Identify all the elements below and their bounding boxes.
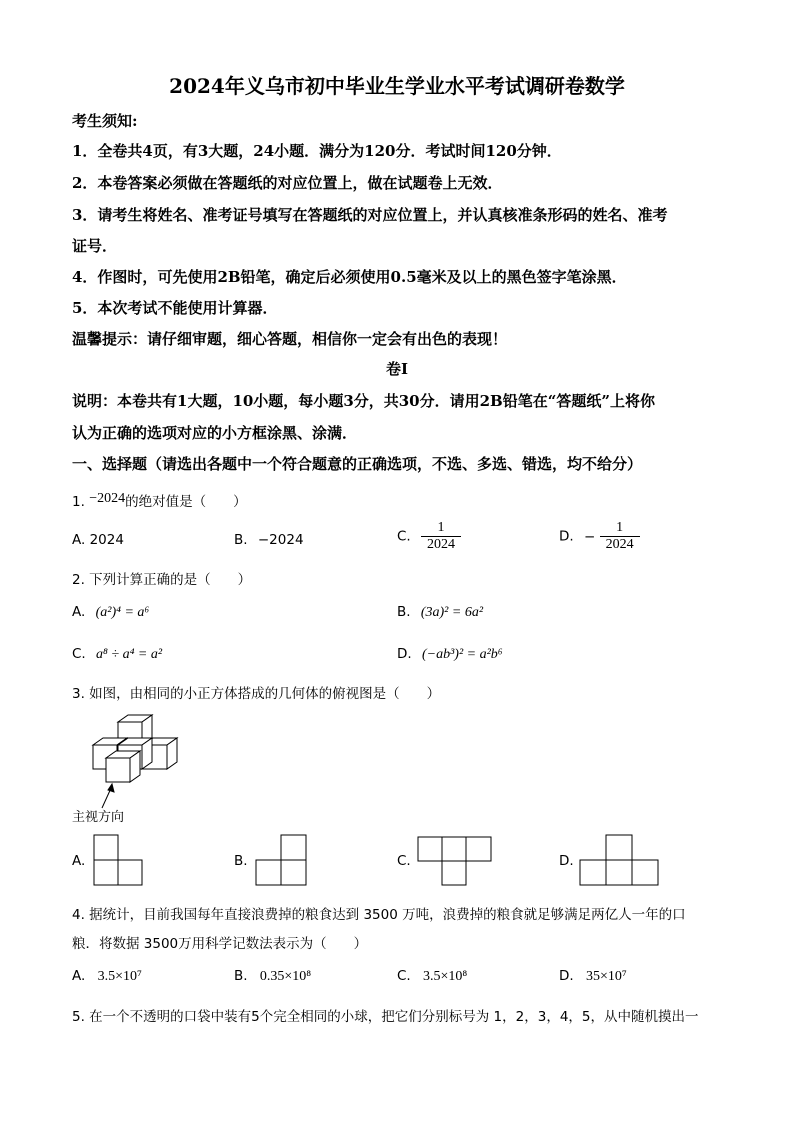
notice-item-1: 1．全卷共4页，有3大题，24小题．满分为120分．考试时间120分钟． [72,142,562,160]
q1-option-b-value: −2024 [257,532,304,548]
q4-option-b-value: 0.35×10⁸ [259,969,312,984]
section-label: 卷Ⅰ [385,360,409,378]
notice-item-5: 5．本次考试不能使用计算器． [72,299,278,317]
q1-d-numerator: 1 [616,520,624,535]
q2-option-d-letter: D. [397,646,412,662]
q1-expr: −2024 [89,491,126,506]
q3-option-c-letter[interactable]: C. [397,853,411,869]
q2-option-c-value: a⁸ ÷ a⁴ = a² [96,647,163,662]
q4-option-d[interactable] [559,968,627,985]
part1-heading: 一、选择题（请选出各题中一个符合题意的正确选项，不选、多选、错选，均不给分） [72,455,643,473]
q4-option-a-value: 3.5×10⁷ [97,969,142,984]
q2-option-b[interactable] [397,604,483,621]
q4-option-c-letter: C. [397,968,411,984]
q3-option-b-figure[interactable] [255,834,307,886]
q3-option-a-letter[interactable]: A. [72,853,86,869]
q1-d-denominator: 2024 [600,536,640,553]
notice-item-3-cont: 证号． [72,237,118,255]
cube-front-face [106,758,130,782]
q4-option-a[interactable] [72,968,142,985]
q2-option-c[interactable] [72,646,162,663]
q4-option-b[interactable] [234,968,311,985]
q2-option-a-letter: A. [72,604,86,620]
q2-option-b-value: (3a)² = 6a² [420,605,484,620]
q2-option-d-value: (−ab³)² = a²b⁶ [421,647,503,662]
q1-option-a[interactable]: A. 2024 [72,532,124,548]
q4-option-d-letter: D. [559,968,574,984]
q1-option-c-fraction [421,520,461,553]
q4-option-b-letter: B. [234,968,248,984]
section-desc-2: 认为正确的选项对应的小方框涂黑、涂满． [72,424,358,442]
q1-option-d[interactable] [559,520,640,553]
q2-option-c-letter: C. [72,646,86,662]
q5-stem-line-1: 5. 在一个不透明的口袋中装有5个完全相同的小球，把它们分别标号为 1，2，3，4，5，从中随机摸出一 [72,1009,699,1025]
q1-option-c[interactable] [397,520,461,553]
q2-option-d[interactable] [397,646,503,663]
q3-option-a-figure[interactable] [93,834,143,886]
notice-item-4: 4．作图时，可先使用2B铅笔，确定后必须使用0.5毫米及以上的黑色签字笔涂黑． [72,268,627,286]
q4-option-c[interactable] [397,968,467,985]
q1-option-d-fraction [600,520,640,553]
q1-option-d-letter: D. [559,528,574,545]
q2-stem: 2. 下列计算正确的是（ ） [72,572,252,588]
q3-stem: 3. 如图，由相同的小正方体搭成的几何体的俯视图是（ ） [72,686,441,702]
q2-option-a-value: (a²)⁴ = a⁶ [95,605,150,620]
q1-option-c-letter: C. [397,528,411,545]
section-desc-1: 说明：本卷共有1大题，10小题，每小题3分，共30分．请用2B铅笔在“答题纸”上将你 [72,392,655,410]
q3-direction-label: 主视方向 [72,810,125,825]
q1-stem [72,490,247,511]
q1-number: 1. [72,494,85,510]
q1-c-denominator: 2024 [421,536,461,553]
notice-heading: 考生须知: [72,112,138,130]
q2-option-a[interactable] [72,604,149,621]
q1-c-numerator: 1 [437,520,445,535]
arrow-head-icon [108,784,114,792]
q3-option-b-letter[interactable]: B. [234,853,248,869]
q3-option-d-letter[interactable]: D. [559,853,574,869]
q3-option-c-figure[interactable] [417,836,493,886]
q2-option-b-letter: B. [397,604,411,620]
notice-tip: 温馨提示：请仔细审题，细心答题，相信你一定会有出色的表现！ [72,330,508,348]
q3-solid-figure [88,712,188,812]
q4-option-a-letter: A. [72,968,86,984]
q1-option-b[interactable] [234,532,304,548]
q4-option-c-value: 3.5×10⁸ [423,969,468,984]
q4-stem-line-1: 4. 据统计，目前我国每年直接浪费掉的粮食达到 3500 万吨，浪费掉的粮食就足够满足两亿人一年的口 [72,907,686,923]
q1-text: 的绝对值是（ ） [125,494,247,510]
q4-option-d-value: 35×10⁷ [585,969,627,984]
q4-stem-line-2: 粮．将数据 3500万用科学记数法表示为（ ） [72,936,368,952]
page-title: 2024年义乌市初中毕业生学业水平考试调研卷数学 [169,74,625,98]
notice-item-3: 3．请考生将姓名、准考证号填写在答题纸的对应位置上，并认真核准条形码的姓名、准考 [72,206,668,224]
q1-option-b-letter: B. [234,532,248,548]
q3-option-d-figure[interactable] [579,834,659,886]
q1-option-d-sign: − [583,528,596,545]
notice-item-2: 2．本卷答案必须做在答题纸的对应位置上，做在试题卷上无效． [72,174,503,192]
